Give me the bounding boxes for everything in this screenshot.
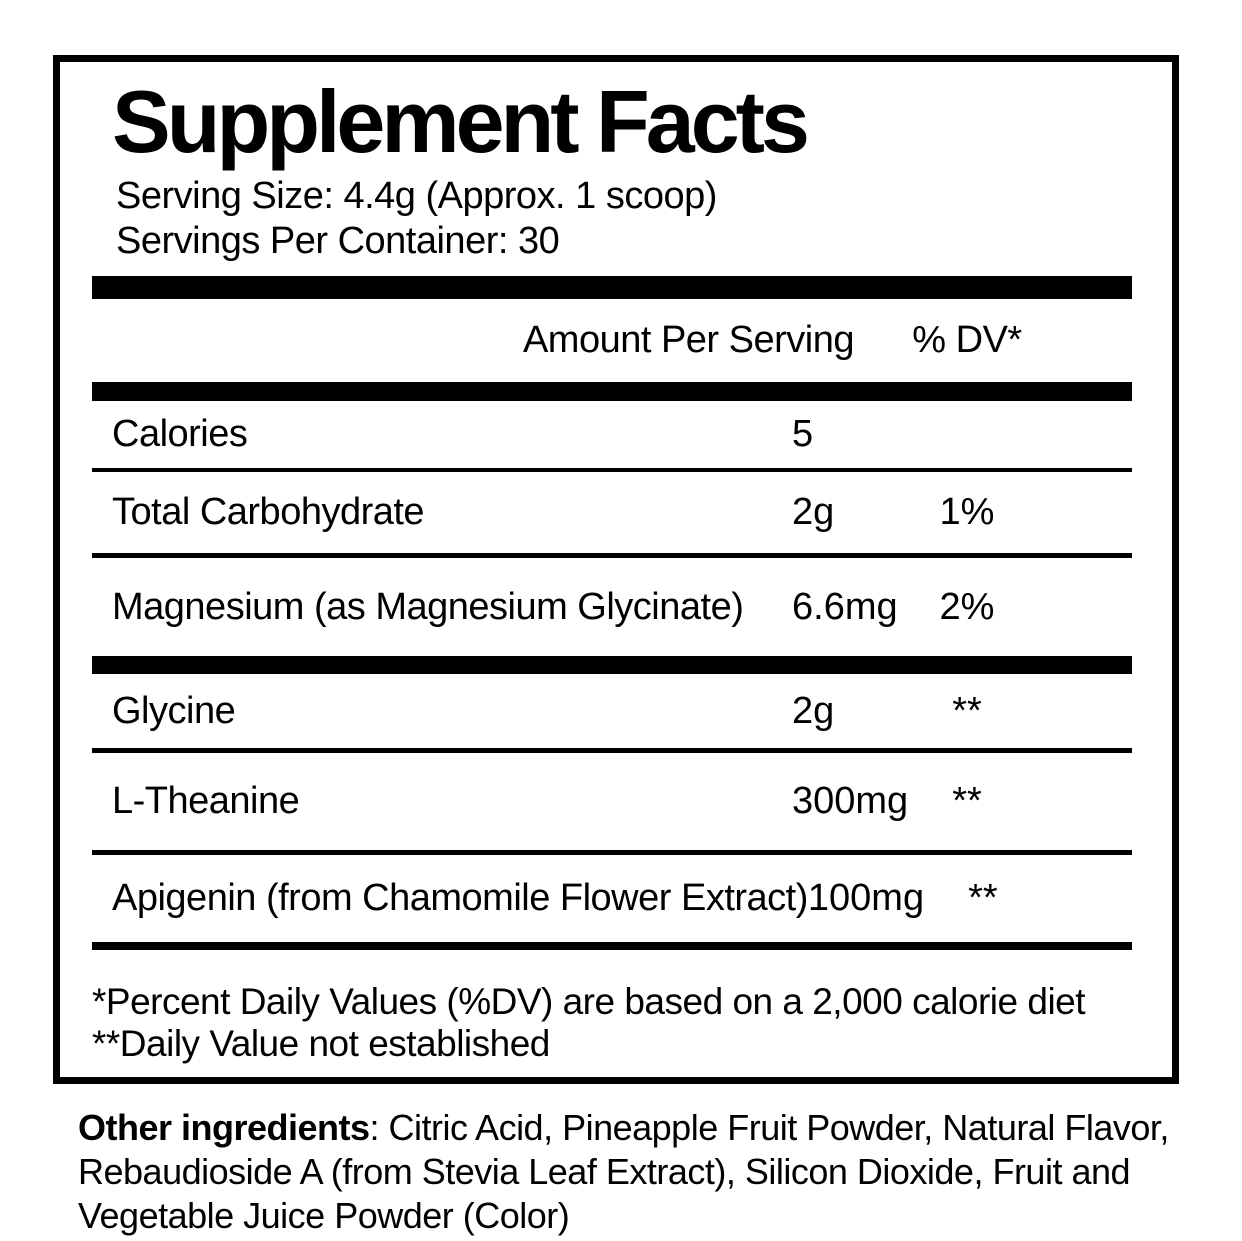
servings-per-container: Servings Per Container: 30 [116, 220, 560, 262]
nutrient-label: Magnesium (as Magnesium Glycinate) [112, 585, 744, 628]
nutrient-label: Apigenin (from Chamomile Flower Extract) [112, 877, 808, 919]
supplement-facts-panel [53, 55, 1179, 1084]
nutrient-row-total-carbohydrate [92, 472, 1132, 558]
nutrient-label: Calories [112, 413, 248, 455]
footnote-percent-dv: *Percent Daily Values (%DV) are based on a 2,000 calorie diet [92, 981, 1086, 1022]
other-ingredients-line-2: Rebaudioside A (from Stevia Leaf Extract), Silicon Dioxide, Fruit and [78, 1151, 1131, 1192]
footnote-daily-value: **Daily Value not established [92, 1023, 550, 1064]
nutrient-amount: 6.6mg [792, 585, 898, 628]
nutrient-row-magnesium [92, 558, 1132, 656]
nutrient-dv: 2% [939, 585, 995, 628]
other-ingredients-label: Other ingredients [78, 1107, 370, 1148]
other-ingredients-block [78, 1106, 1198, 1238]
thick-divider-header [92, 382, 1132, 401]
serving-info [92, 174, 1132, 264]
nutrient-row-l-theanine [92, 753, 1132, 855]
other-ingredients-line-1-rest: : Citric Acid, Pineapple Fruit Powder, Natural Flavor, [369, 1107, 1169, 1148]
nutrient-dv: 1% [939, 491, 995, 533]
nutrient-label: Glycine [112, 689, 236, 732]
nutrient-row-glycine [92, 674, 1132, 753]
nutrient-row-calories [92, 401, 1132, 472]
column-header-row [92, 299, 1132, 382]
percent-dv-header: % DV* [912, 319, 1022, 361]
nutrient-amount: 5 [792, 413, 814, 455]
other-ingredients-line-3: Vegetable Juice Powder (Color) [78, 1195, 570, 1236]
other-ingredients-line-1 [78, 1106, 1198, 1150]
serving-size: Serving Size: 4.4g (Approx. 1 scoop) [116, 175, 717, 217]
nutrient-amount: 2g [792, 689, 835, 732]
footnotes-block [92, 981, 1132, 1065]
nutrient-dv: ** [968, 877, 998, 919]
nutrient-amount: 300mg [792, 780, 909, 822]
thick-divider-middle [92, 656, 1132, 674]
nutrient-amount: 100mg [807, 877, 925, 919]
nutrient-row-apigenin [92, 855, 1132, 950]
nutrient-label: Total Carbohydrate [112, 491, 425, 533]
nutrient-amount: 2g [792, 491, 835, 533]
thick-divider-top [92, 276, 1132, 299]
panel-title: Supplement Facts [112, 72, 806, 171]
nutrient-dv: ** [952, 780, 982, 822]
nutrient-label: L-Theanine [112, 780, 300, 822]
amount-per-serving-header: Amount Per Serving [522, 319, 854, 361]
nutrient-dv: ** [952, 689, 982, 732]
